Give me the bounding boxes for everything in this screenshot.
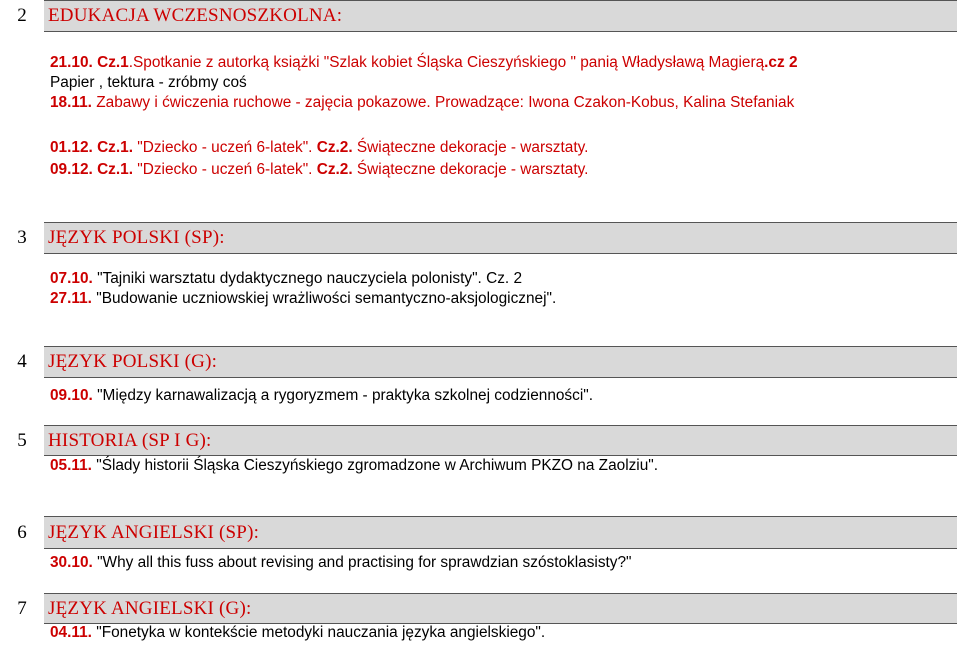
section-title: HISTORIA (SP I G):	[48, 429, 212, 451]
section-title: JĘZYK POLSKI (G):	[48, 351, 218, 372]
entry-line: 21.10. Cz.1.Spotkanie z autorką książki "Szlak kobiet Śląska Cieszyńskiego " panią Władysławą Magierą.cz 2	[50, 54, 798, 71]
entry-line: 09.10. "Między karnawalizacją a rygoryzmem - praktyka szkolnej codzienności".	[50, 387, 593, 404]
entry-line: 04.11. "Fonetyka w kontekście metodyki nauczania języka angielskiego".	[50, 624, 546, 641]
section-header-7	[0, 593, 957, 624]
entry-line: 01.12. Cz.1. "Dziecko - uczeń 6-latek". Cz.2. Świąteczne dekoracje - warsztaty.	[50, 139, 589, 156]
section-number: 5	[17, 429, 27, 451]
section-header-3	[0, 222, 957, 254]
section-number: 6	[17, 521, 27, 543]
section-header-5	[0, 425, 957, 456]
entry-line: 30.10. "Why all this fuss about revising and practising for sprawdzian szóstoklasisty?"	[50, 554, 632, 571]
section-title-bar	[44, 222, 957, 254]
section-header-4	[0, 346, 957, 378]
section-number: 3	[17, 227, 27, 248]
section-title-bar	[44, 0, 957, 32]
section-title: JĘZYK POLSKI (SP):	[48, 227, 225, 248]
section-title-bar	[44, 593, 957, 624]
section-title-bar	[44, 425, 957, 456]
section-title: JĘZYK ANGIELSKI (G):	[48, 597, 252, 619]
entry-line: 18.11. Zabawy i ćwiczenia ruchowe - zajęcia pokazowe. Prowadzące: Iwona Czakon-Kobus, Kalina Stefaniak	[50, 94, 795, 111]
section-title: JĘZYK ANGIELSKI (SP):	[48, 521, 260, 543]
entry-line-cont: Papier , tektura - zróbmy coś	[50, 74, 247, 91]
entry-line: 07.10. "Tajniki warsztatu dydaktycznego nauczyciela polonisty". Cz. 2	[50, 270, 523, 287]
section-header-2	[0, 0, 957, 32]
section-number: 7	[17, 597, 27, 619]
section-number: 2	[17, 5, 27, 26]
entry-line: 05.11. "Ślady historii Śląska Cieszyńskiego zgromadzone w Archiwum PKZO na Zaolziu".	[50, 457, 659, 474]
section-title-bar	[44, 346, 957, 378]
section-number: 4	[17, 351, 27, 372]
section-title: EDUKACJA WCZESNOSZKOLNA:	[48, 5, 343, 26]
entry-line: 27.11. "Budowanie uczniowskiej wrażliwości semantyczno-aksjologicznej".	[50, 290, 557, 307]
section-header-6	[0, 516, 957, 549]
entry-line: 09.12. Cz.1. "Dziecko - uczeń 6-latek". Cz.2. Świąteczne dekoracje - warsztaty.	[50, 161, 589, 178]
section-title-bar	[44, 516, 957, 549]
